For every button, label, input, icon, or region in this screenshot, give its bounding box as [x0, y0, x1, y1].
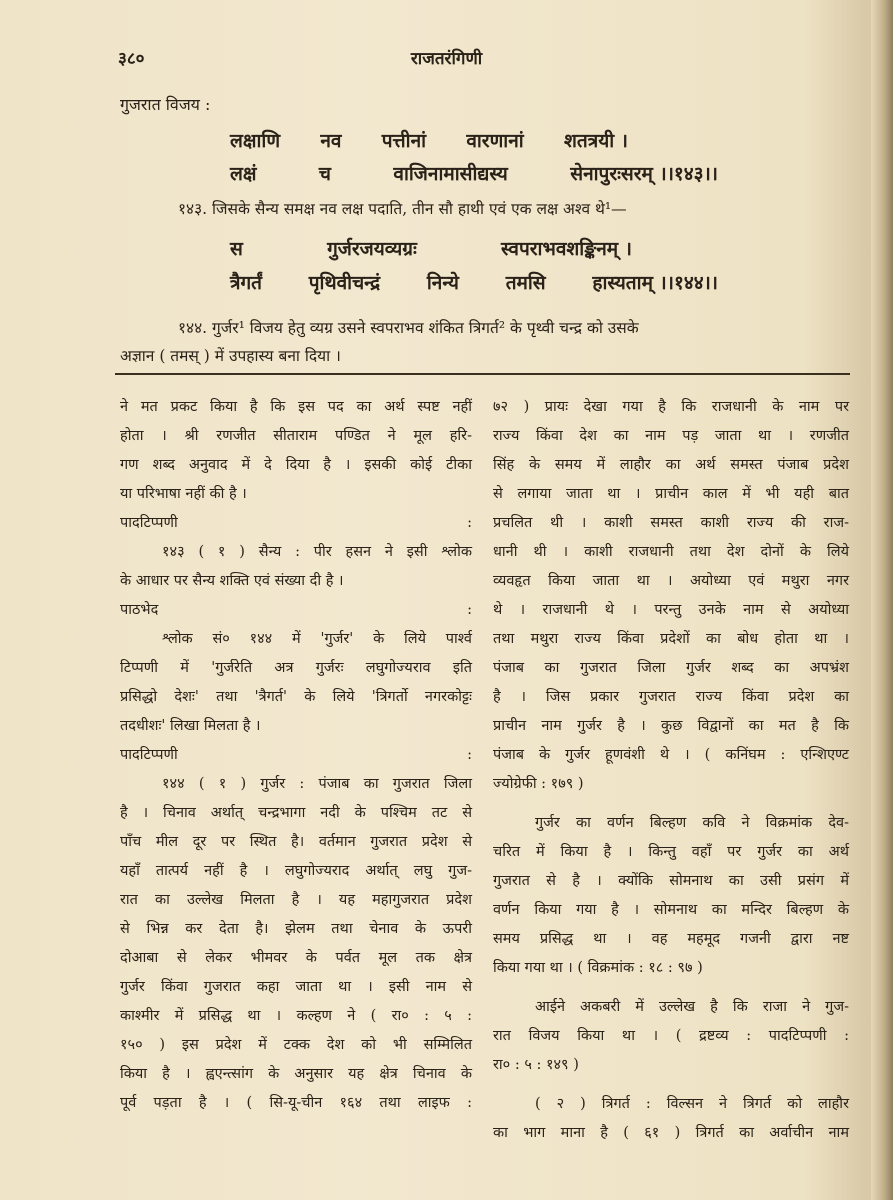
verse-word: वारणानां: [466, 130, 524, 152]
commentary-line: श्लोक सं० १४४ में 'गुर्जर' के लिये पार्श्व: [162, 631, 472, 647]
verse-word: स: [230, 238, 243, 260]
commentary-line: रात का उल्लेख मिलता है । यह महागुजरात प्रदेश: [120, 892, 472, 908]
commentary-line: पाँच मील दूर पर स्थित है। वर्तमान गुजरात प्रदेश से: [120, 834, 472, 850]
verse-word: त्रैगर्तं: [230, 272, 263, 294]
commentary-line: १४३ ( १ ) सैन्य : पीर हसन ने इसी श्लोक: [162, 544, 472, 560]
commentary-line: ( २ ) त्रिगर्त : विल्सन ने त्रिगर्त को लाहौर: [535, 1096, 849, 1112]
verse-word: नव: [320, 130, 342, 152]
commentary-line: प्रचलित थी । काशी समस्त काशी राज्य की राज-: [493, 515, 849, 531]
verse-word: सेनापुरःसरम् ।।१४३।।: [570, 163, 718, 185]
verse-word: लक्षाणि: [230, 130, 281, 152]
commentary-line: गुजरात से है । क्योंकि सोमनाथ का उसी प्रसंग में: [493, 873, 849, 889]
page-edge-shadow: [871, 0, 893, 1200]
verse-word: वाजिनामासीद्यस्य: [393, 163, 508, 185]
commentary-line: प्राचीन नाम गुर्जर है । कुछ विद्वानों का मत है कि: [493, 718, 849, 734]
commentary-line: रा० : ५ : १४९ ): [493, 1057, 579, 1073]
verse-word: निन्ये: [426, 272, 459, 294]
commentary-line: १५० ) इस प्रदेश में टक्क देश को भी सम्मिलित: [120, 1037, 472, 1053]
commentary-line: १४४ ( १ ) गुर्जर : पंजाब का गुजरात जिला: [162, 776, 472, 792]
paragraph-gap: [493, 1080, 849, 1090]
commentary-line: होता । श्री रणजीत सीताराम पण्डित ने मूल हरि-: [120, 428, 472, 444]
verse-143-line-2: [230, 160, 718, 186]
verse-word: शतत्रयी ।: [563, 130, 628, 152]
commentary-line: ने मत प्रकट किया है कि इस पद का अर्थ स्पष्ट नहीं: [120, 399, 472, 415]
commentary-line: का भाग माना है ( ६१ ) त्रिगर्त का अर्वाचीन नाम: [493, 1125, 849, 1141]
verse-word: हास्यताम् ।।१४४।।: [592, 272, 718, 294]
section-title: गुजरात विजय :: [120, 95, 211, 114]
commentary-line: आईने अकबरी में उल्लेख है कि राजा ने गुज-: [535, 999, 849, 1015]
verse-143-line-1: [230, 127, 628, 153]
commentary-line: धानी थी । काशी राजधानी तथा देश दोनों के लिये: [493, 544, 849, 560]
commentary-line: चरित में किया है । किन्तु वहाँ पर गुर्जर का अर्थ: [493, 844, 849, 860]
page-header: [0, 46, 893, 76]
commentary-line: तदधीशः' लिखा मिलता है ।: [120, 718, 261, 734]
footnote-heading: पादटिप्पणी :: [120, 747, 472, 763]
commentary-line: थे । राजधानी थे । परन्तु उनके नाम से अयोध्या: [493, 602, 849, 618]
paragraph-gap: [493, 799, 849, 809]
commentary-line: दोआबा से लेकर भीमवर के पर्वत मूल तक क्षेत्र: [120, 950, 472, 966]
commentary-line: गण शब्द अनुवाद में दे दिया है । इसकी कोई टीका: [120, 457, 472, 473]
left-commentary-column: [120, 393, 472, 1118]
commentary-line: से भिन्न कर देता है। झेलम तथा चेनाव के ऊपरी: [120, 921, 472, 937]
commentary-line: गुर्जर किंवा गुजरात कहा जाता था । इसी नाम से: [120, 979, 472, 995]
commentary-line: से लगाया जाता था । प्राचीन काल में भी यही बात: [493, 486, 849, 502]
paragraph-gap: [493, 983, 849, 993]
commentary-line: रात विजय किया था । ( द्रष्टव्य : पादटिप्पणी :: [493, 1028, 849, 1044]
translation-144-line-1: १४४. गुर्जर¹ विजय हेतु व्यग्र उसने स्वपराभव शंकित त्रिगर्त² के पृथ्वी चन्द्र को उसके: [178, 319, 639, 337]
commentary-line: राज्य किंवा देश का नाम पड़ जाता था । रणजीत: [493, 428, 849, 444]
section-divider: [115, 373, 850, 375]
commentary-line: पूर्व पड़ता है । ( सि-यू-चीन १६४ तथा लाइफ :: [120, 1095, 472, 1111]
verse-word: पत्तीनां: [381, 130, 427, 152]
commentary-line: है । चिनाव अर्थात् चन्द्रभागा नदी के पश्चिम तट से: [120, 805, 472, 821]
verse-word: स्वपराभवशङ्किनम् ।: [501, 238, 632, 260]
commentary-line: किया गया था । ( विक्रमांक : १८ : ९७ ): [493, 960, 703, 976]
right-commentary-column: [493, 393, 849, 1148]
commentary-line: पंजाब का गुजरात जिला गुर्जर शब्द का अपभ्रंश: [493, 660, 849, 676]
commentary-line: प्रसिद्धो देशः' तथा 'त्रैगर्त' के लिये 'त्रिगर्तो नगरकोट्टः: [120, 689, 472, 705]
commentary-line: टिप्पणी में 'गुर्जरेति अत्र गुर्जरः लघुगोज्यराव इति: [120, 660, 472, 676]
verse-144-line-2: [230, 269, 718, 295]
commentary-line: या परिभाषा नहीं की है ।: [120, 486, 247, 502]
commentary-line: वर्णन किया गया है । सोमनाथ का मन्दिर बिल्हण के: [493, 902, 849, 918]
commentary-line: काश्मीर में प्रसिद्ध था । कल्हण ने ( रा० : ५ :: [120, 1008, 472, 1024]
verse-word: च: [318, 163, 331, 185]
commentary-line: के आधार पर सैन्य शक्ति एवं संख्या दी है ।: [120, 573, 344, 589]
footnote-heading: पादटिप्पणी :: [120, 515, 472, 531]
commentary-line: किया है । ह्वएन्त्सांग के अनुसार यह क्षेत्र चिनाव के: [120, 1066, 472, 1082]
commentary-line: सिंह के समय में लाहौर का अर्थ समस्त पंजाब प्रदेश: [493, 457, 849, 473]
page-number: ३८०: [118, 49, 145, 69]
running-title: राजतरंगिणी: [410, 49, 483, 69]
commentary-line: यहाँ तात्पर्य नहीं है । लघुगोज्यराद अर्थात् लघु गुज-: [120, 863, 472, 879]
commentary-line: पंजाब के गुर्जर हूणवंशी थे । ( कनिंघम : एन्शिएण्ट: [493, 747, 849, 763]
commentary-line: ७२ ) प्रायः देखा गया है कि राजधानी के नाम पर: [493, 399, 849, 415]
verse-144-line-1: [230, 235, 632, 261]
verse-word: तमसि: [505, 272, 546, 294]
verse-word: पृथिवीचन्द्रं: [308, 272, 381, 294]
commentary-line: है । जिस प्रकार गुजरात राज्य किंवा प्रदेश का: [493, 689, 849, 705]
translation-144-line-2: अज्ञान ( तमस् ) में उपहास्य बना दिया ।: [120, 347, 341, 365]
commentary-line: गुर्जर का वर्णन बिल्हण कवि ने विक्रमांक देव-: [535, 815, 849, 831]
verse-word: गुर्जरजयव्यग्रः: [327, 238, 417, 260]
commentary-line: समय प्रसिद्ध था । वह महमूद गजनी द्वारा नष्ट: [493, 931, 849, 947]
commentary-line: तथा मथुरा राज्य किंवा प्रदेशों का बोध होता था ।: [493, 631, 849, 647]
footnote-heading: पाठभेद :: [120, 602, 472, 618]
commentary-line: व्यवहृत किया जाता था । अयोध्या एवं मथुरा नगर: [493, 573, 849, 589]
verse-word: लक्षं: [230, 163, 257, 185]
translation-143: १४३. जिसके सैन्य समक्ष नव लक्ष पदाति, तीन सौ हाथी एवं एक लक्ष अश्व थे¹—: [178, 200, 627, 218]
commentary-line: ज्योग्रेफी : १७९ ): [493, 776, 584, 792]
